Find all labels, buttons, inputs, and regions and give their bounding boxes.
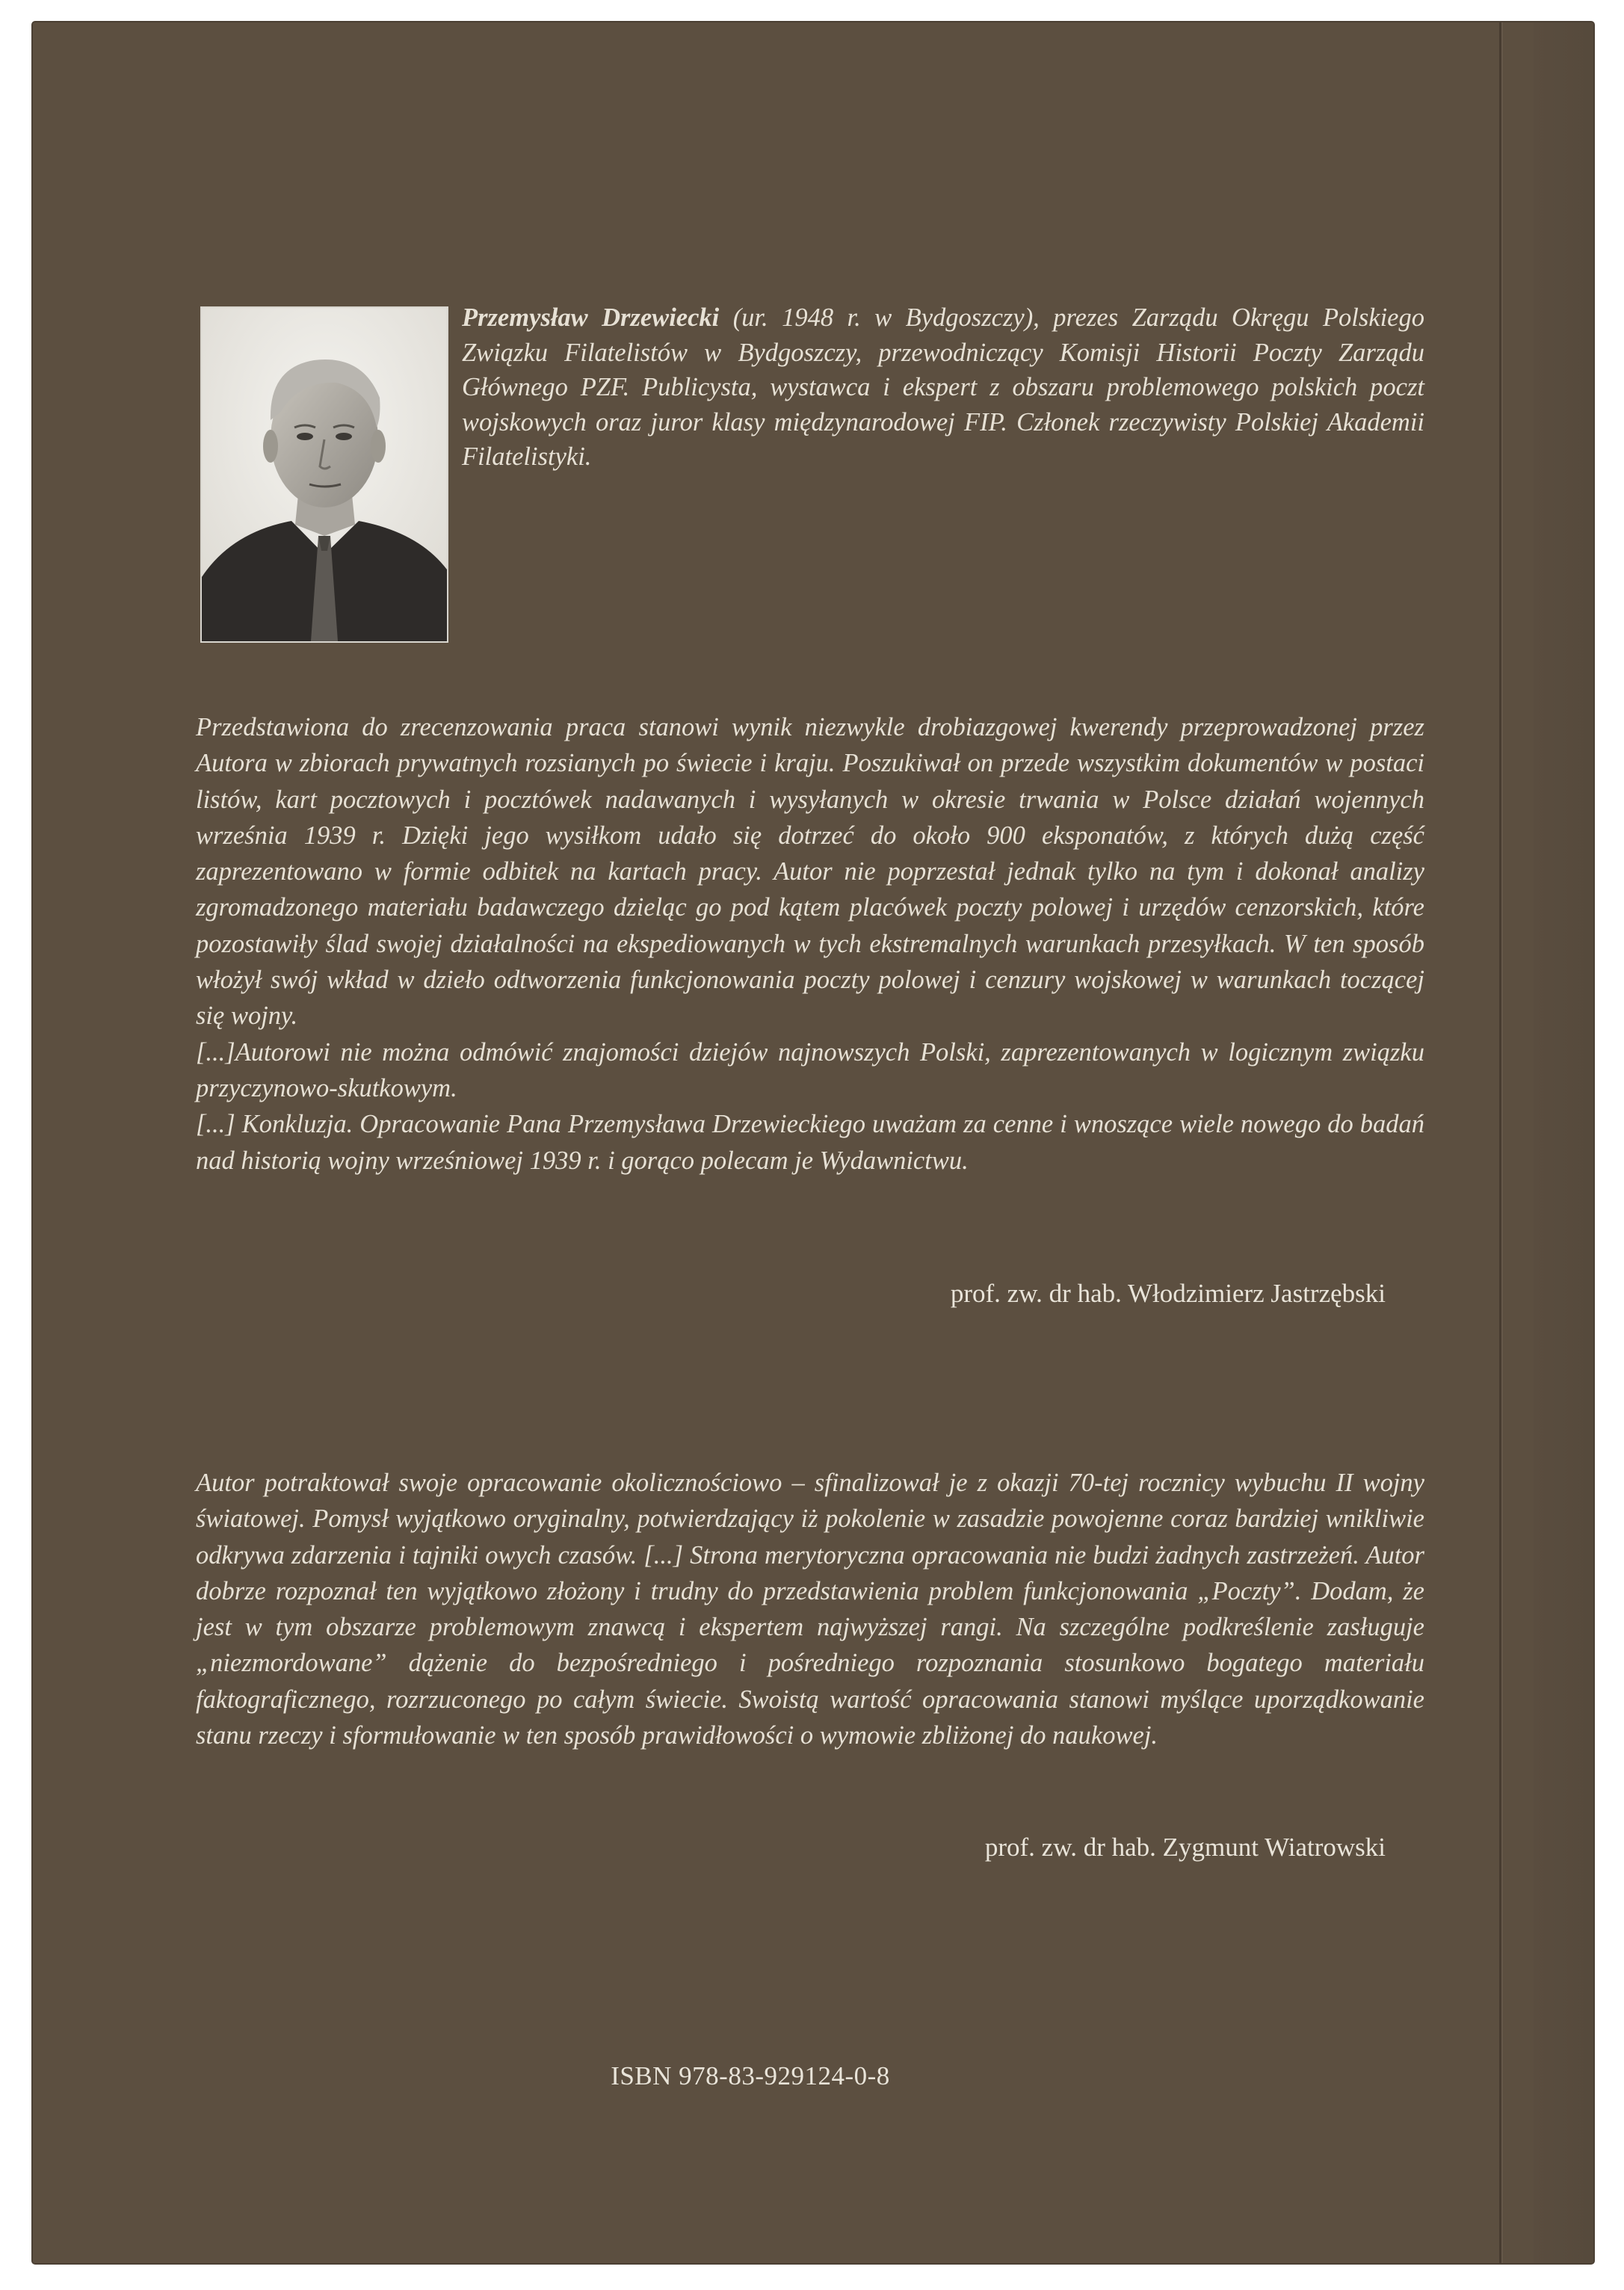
spine-groove xyxy=(1499,22,1501,2263)
book-back-cover xyxy=(33,22,1593,2263)
review-paragraph: Przedstawiona do zrecenzowania praca stanowi wynik niezwykle drobiazgowej kwerendy przeprowadzonej przez Autora w zbiorach prywatnych rozsianych po świecie i kraju. Poszukiwał on przede wszystkim dokumentów w postaci listów, kart pocztowych i pocztówek nadawanych i wysyłanych w okresie trwania w Polsce działań wojennych września 1939 r. Dzięki jego wysiłkom udało się dotrzeć do około 900 eksponatów, z których dużą część zaprezentowano w formie odbitek na kartach pracy. Autor nie poprzestał jednak tylko na tym i dokonał analizy zgromadzonego materiału badawczego dzieląc go pod kątem placówek poczty polowej i urzędów cenzorskich, które pozostawiły ślad swojej działalności na ekspediowanych w tych ekstremalnych warunkach przesyłkach. W ten sposób włożył swój wkład w dzieło odtworzenia funkcjonowania poczty polowej i cenzury wojskowej w warunkach toczącej się wojny. xyxy=(196,713,1424,1031)
review-paragraph: [...]Autorowi nie można odmówić znajomości dziejów najnowszych Polski, zaprezentowanych w logicznym związku przyczynowo-skutkowym. xyxy=(196,1037,1424,1102)
author-name: Przemysław Drzewiecki xyxy=(462,303,720,332)
review-wiatrowski xyxy=(196,1465,1424,1753)
author-portrait-image xyxy=(202,308,447,641)
review-jastrzebski xyxy=(196,709,1424,1179)
review-paragraph: Autor potraktował swoje opracowanie okolicznościowo – sfinalizował je z okazji 70-tej rocznicy wybuchu II wojny światowej. Pomysł wyjątkowo oryginalny, potwierdzający iż pokolenie w zasadzie powojenne coraz bardziej wnikliwie odkrywa zdarzenia i tajniki owych czasów. [...] Strona merytoryczna opracowania nie budzi żadnych zastrzeżeń. Autor dobrze rozpoznał ten wyjątkowo złożony i trudny do przedstawienia problem funkcjonowania „Poczty”. Dodam, że jest w tym obszarze problemowym znawcą i ekspertem najwyższej rangi. Na szczególne podkreślenie zasługuje „niezmordowane” dążenie do bezpośredniego i pośredniego rozpoznania stosunkowo bogatego materiału faktograficznego, rozrzuconego po całym świecie. Swoistą wartość opracowania stanowi myślące uporządkowanie stanu rzeczy i sformułowanie w ten sposób prawidłowości o wymowie zbliżonej do naukowej. xyxy=(196,1469,1424,1750)
review-paragraph: [...] Konkluzja. Opracowanie Pana Przemysława Drzewieckiego uważam za cenne i wnoszące wiele nowego do badań nad historią wojny wrześniowej 1939 r. i gorąco polecam je Wydawnictwu. xyxy=(196,1110,1424,1175)
author-bio-text: (ur. 1948 r. w Bydgoszczy), prezes Zarządu Okręgu Polskiego Związku Filatelistów w Bydgoszczy, przewodniczący Komisji Historii Poczty Zarządu Głównego PZF. Publicysta, wystawca i ekspert z obszaru problemowego polskich poczt wojskowych oraz juror klasy międzynarodowej FIP. Członek rzeczywisty Polskiej Akademii Filatelistyki. xyxy=(462,303,1424,471)
author-photo xyxy=(200,306,448,643)
isbn-number: ISBN 978-83-929124-0-8 xyxy=(611,2061,890,2090)
spine-edge xyxy=(1534,22,1593,2263)
reviewer-signature-jastrzebski: prof. zw. dr hab. Włodzimierz Jastrzębski xyxy=(950,1279,1386,1308)
reviewer-signature-wiatrowski: prof. zw. dr hab. Zygmunt Wiatrowski xyxy=(984,1833,1386,1862)
author-bio xyxy=(462,300,1424,475)
